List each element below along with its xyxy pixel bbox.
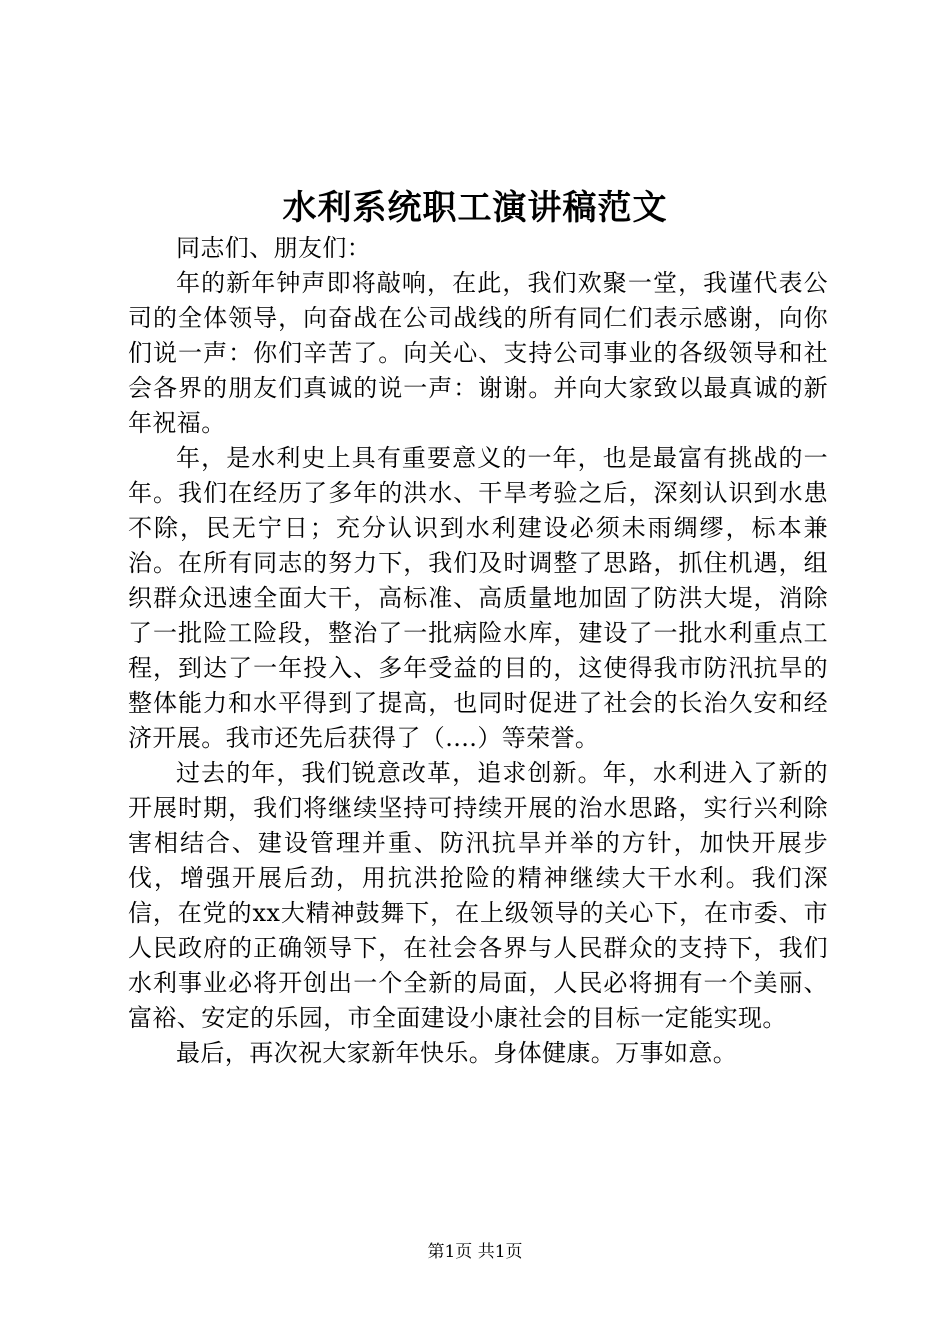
page-number-footer: 第1页 共1页 xyxy=(427,1242,523,1262)
closing-paragraph: 最后，再次祝大家新年快乐。身体健康。万事如意。 xyxy=(176,1039,738,1067)
body-paragraph-1: 年的新年钟声即将敲响，在此，我们欢聚一堂，我谨代表公司的全体领导，向奋战在公司战线的所有同仁们表示感谢，向你们说一声：你们辛苦了。向关心、支持公司事业的各级领导和社会各界的朋友们真诚的说一声：谢谢。并向大家致以最真诚的新年祝福。 xyxy=(128,269,828,437)
body-paragraph-2: 年，是水利史上具有重要意义的一年，也是最富有挑战的一年。我们在经历了多年的洪水、干旱考验之后，深刻认识到水患不除，民无宁日；充分认识到水利建设必须未雨绸缪，标本兼治。在所有同志的努力下，我们及时调整了思路，抓住机遇，组织群众迅速全面大干，高标准、高质量地加固了防洪大堤，消除了一批险工险段，整治了一批病险水库，建设了一批水利重点工程，到达了一年投入、多年受益的目的，这使得我市防汛抗旱的整体能力和水平得到了提高，也同时促进了社会的长治久安和经济开展。我市还先后获得了（....）等荣誉。 xyxy=(128,444,828,752)
document-title: 水利系统职工演讲稿范文 xyxy=(282,188,668,228)
salutation-paragraph: 同志们、朋友们： xyxy=(176,234,372,262)
body-paragraph-3: 过去的年，我们锐意改革，追求创新。年，水利进入了新的开展时期，我们将继续坚持可持续开展的治水思路，实行兴利除害相结合、建设管理并重、防汛抗旱并举的方针，加快开展步伐，增强开展后劲，用抗洪抢险的精神继续大干水利。我们深信，在党的xx大精神鼓舞下，在上级领导的关心下，在市委、市人民政府的正确领导下，在社会各界与人民群众的支持下，我们水利事业必将开创出一个全新的局面，人民必将拥有一个美丽、富裕、安定的乐园，市全面建设小康社会的目标一定能实现。 xyxy=(128,759,828,1032)
document-body xyxy=(128,231,828,1071)
